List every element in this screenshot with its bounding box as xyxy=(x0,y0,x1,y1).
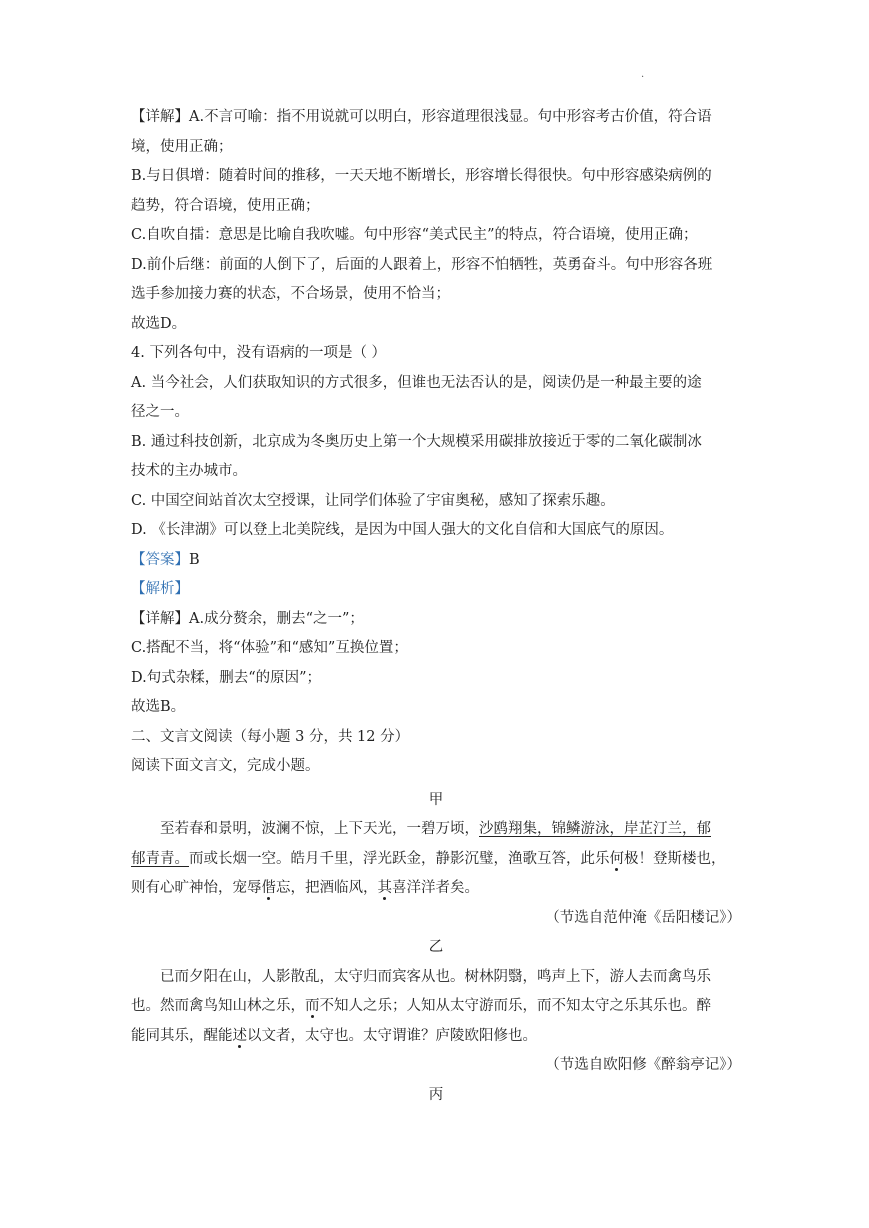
emphasized-char: 述 xyxy=(232,1027,247,1044)
answer-value: B xyxy=(189,551,200,568)
passage-text: 以文者，太守也。太守谓谁？庐陵欧阳修也。 xyxy=(247,1027,537,1044)
option-c: C. 中国空间站首次太空授课，让同学们体验了宇宙奥秘，感知了探索乐趣。 xyxy=(131,492,615,509)
passage-text: 也。然而禽鸟知山林之乐， xyxy=(131,998,305,1014)
emphasized-char: 偕 xyxy=(261,880,276,896)
passage-source: （节选自欧阳修《醉翁亭记》） xyxy=(545,1057,741,1073)
detail-line: 选手参加接力赛的状态，不合场景，使用不恰当； xyxy=(131,286,450,302)
detail-line: C.搭配不当，将“体验”和“感知”互换位置； xyxy=(131,640,408,656)
detail-line: C.自吹自擂：意思是比喻自我吹嘘。句中形容“美式民主”的特点，符合语境，使用正确； xyxy=(131,227,698,243)
passage-line xyxy=(131,1022,741,1052)
option-b: B. 通过科技创新，北京成为冬奥历史上第一个大规模采用碳排放接近于零的二氧化碳制冰 xyxy=(131,433,702,450)
passage-text: 忘，把酒临风， xyxy=(276,880,378,896)
detail-line: 【详解】A.成分赘余，删去“之一”； xyxy=(131,610,364,627)
passage-text: 能同其乐，醒能 xyxy=(131,1027,233,1044)
passage-title-yi: 乙 xyxy=(428,939,444,955)
answer-line xyxy=(131,546,741,576)
detail-line: 【详解】A.不言可喻：指不用说就可以明白，形容道理很浅显。句中形容考古价值，符合语 xyxy=(131,109,712,125)
analysis-tag: 【解析】 xyxy=(131,581,189,597)
document-body xyxy=(131,103,741,1110)
passage-text: 至若春和景明，波澜不惊，上下天光，一碧万顷， xyxy=(160,821,479,837)
passage-text: 极！登斯楼也， xyxy=(624,850,726,867)
section-heading: 二、文言文阅读（每小题 3 分，共 12 分） xyxy=(131,728,410,745)
detail-conclusion: 故选D。 xyxy=(131,315,187,332)
emphasized-char: 何 xyxy=(609,850,624,867)
passage-line: 已而夕阳在山，人影散乱，太守归而宾客从也。树林阴翳，鸣声上下，游人去而禽鸟乐 xyxy=(160,968,711,985)
option-b-cont: 技术的主办城市。 xyxy=(131,463,247,479)
emphasized-char: 其 xyxy=(377,880,392,896)
detail-conclusion: 故选B。 xyxy=(131,699,186,715)
detail-line: D.前仆后继：前面的人倒下了，后面的人跟着上，形容不怕牺牲，英勇奋斗。句中形容各班 xyxy=(131,256,713,273)
detail-line: B.与日俱增：随着时间的推移，一天天地不断增长，形容增长得很快。句中形容感染病例的 xyxy=(131,168,712,184)
passage-text: 喜洋洋者矣。 xyxy=(392,880,479,896)
answer-tag: 【答案】 xyxy=(131,551,189,568)
passage-source: （节选自范仲淹《岳阳楼记》） xyxy=(545,909,741,926)
option-a: A. 当今社会，人们获取知识的方式很多，但谁也无法否认的是，阅读仍是一种最主要的途 xyxy=(131,374,702,391)
passage-text: 而或长烟一空。皓月千里，浮光跃金，静影沉璧，渔歌互答，此乐 xyxy=(189,850,610,867)
detail-line: 境，使用正确； xyxy=(131,138,233,155)
emphasized-char: 而 xyxy=(305,998,320,1014)
underlined-text: 沙鸥翔集，锦鳞游泳，岸芷汀兰，郁 xyxy=(479,821,711,837)
question-stem: 4. 下列各句中，没有语病的一项是（ ） xyxy=(131,345,387,361)
passage-line xyxy=(131,992,741,1022)
passage-title-jia: 甲 xyxy=(428,791,444,808)
detail-line: 趋势，符合语境，使用正确； xyxy=(131,197,320,214)
option-d: D. 《长津湖》可以登上北美院线，是因为中国人强大的文化自信和大国底气的原因。 xyxy=(131,522,674,538)
passage-line xyxy=(131,874,741,904)
corner-mark: . xyxy=(641,69,645,80)
option-a-cont: 径之一。 xyxy=(131,404,189,420)
passage-line xyxy=(131,845,741,875)
passage-line xyxy=(131,815,741,845)
underlined-text: 郁青青。 xyxy=(131,850,189,867)
detail-line: D.句式杂糅，删去“的原因”； xyxy=(131,669,322,686)
passage-text: 则有心旷神怡，宠辱 xyxy=(131,880,262,896)
passage-title-bing: 丙 xyxy=(428,1086,444,1103)
passage-text: 不知人之乐；人知从太守游而乐，而不知太守之乐其乐也。醉 xyxy=(319,998,711,1014)
section-instruction: 阅读下面文言文，完成小题。 xyxy=(131,758,320,774)
